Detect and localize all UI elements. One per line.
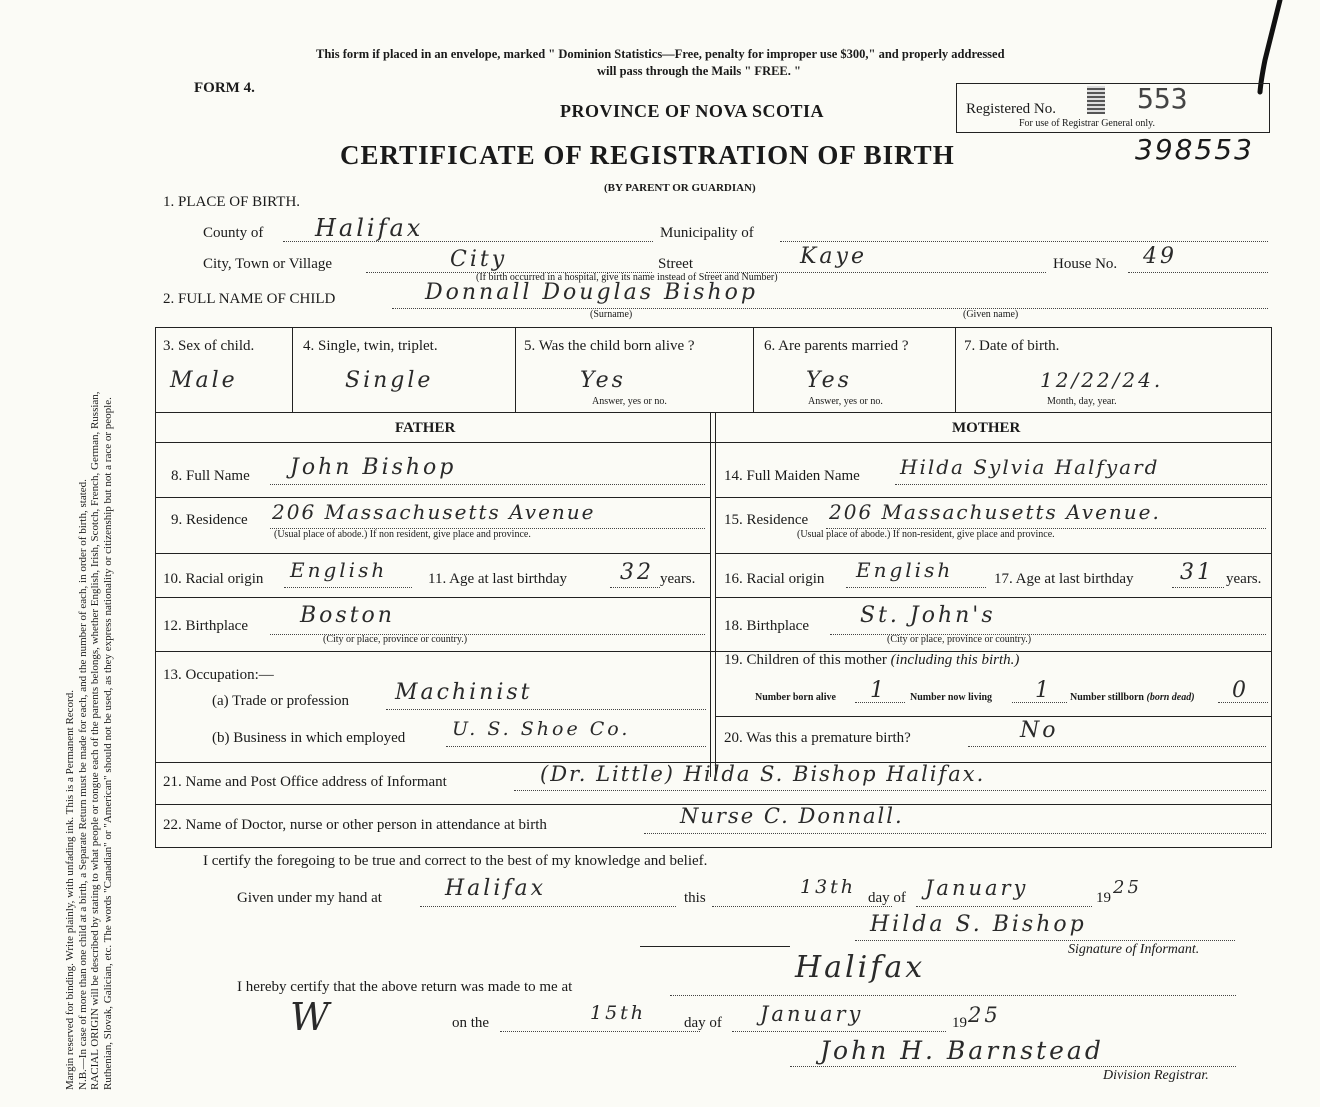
mother-birthplace-note: (City or place, province or country.) [887,634,1032,645]
father-racial-value: English [290,558,388,582]
born-alive-value: Yes [580,368,626,393]
registrar-year-value: 25 [968,1003,1001,1027]
city-label: City, Town or Village [203,256,333,272]
father-birthplace-label: 12. Birthplace [163,618,248,634]
mother-racial-value: English [856,558,954,582]
registrar-initials: W [290,995,333,1039]
registrar-note: For use of Registrar General only. [1019,118,1155,129]
parents-married-label: 6. Are parents married ? [764,338,909,354]
born-alive-note: Answer, yes or no. [592,396,667,407]
given-under-hand-label: Given under my hand at [237,890,382,906]
margin-instructions [64,50,114,1090]
born-alive-count-label: Number born alive [755,692,836,703]
premature-value: No [1020,718,1059,743]
stamp-mark [1087,86,1105,114]
born-alive-label: 5. Was the child born alive ? [524,338,695,354]
mother-residence-value: 206 Massachusetts Avenue. [829,500,1161,524]
mother-birthplace-value: St. John's [860,603,996,628]
house-value: 49 [1143,244,1177,269]
mother-birthplace-label: 18. Birthplace [724,618,809,634]
registrar-signature-label: Division Registrar. [1103,1068,1209,1083]
postal-notice-line-1: This form if placed in an envelope, marked " Dominion Statistics—Free, penalty for improper use $300," and properly addressed [316,47,1005,61]
surname-note: (Surname) [590,309,633,320]
father-age-label: 11. Age at last birthday [428,571,567,587]
children-of-mother-label [724,652,1019,669]
informant-label: 21. Name and Post Office address of Informant [163,774,447,790]
doctor-value: Nurse C. Donnall. [680,804,904,828]
informant-value: (Dr. Little) Hilda S. Bishop Halifax. [540,762,986,786]
mother-years-label: years. [1226,571,1262,587]
mother-residence-label: 15. Residence [724,512,809,528]
county-value: Halifax [315,214,424,242]
occupation-label: 13. Occupation:— [163,667,274,683]
mother-heading: MOTHER [952,420,1021,436]
date-of-birth-label: 7. Date of birth. [964,338,1060,354]
registrar-signature: John H. Barnstead [820,1036,1104,1065]
given-name-note: (Given name) [963,309,1019,320]
certificate-subtitle: (BY PARENT OR GUARDIAN) [604,182,756,194]
child-name-value: Donnall Douglas Bishop [425,280,758,305]
stillborn-note-text: (born dead) [1146,692,1195,703]
on-the-label: on the [452,1015,490,1031]
mother-name-label: 14. Full Maiden Name [724,468,860,484]
living-count-label: Number now living [910,692,993,703]
father-residence-value: 206 Massachusetts Avenue [272,500,596,524]
municipality-label: Municipality of [660,225,754,241]
stillborn-count-label [1070,692,1195,703]
father-age-value: 32 [620,560,654,585]
certification-month-value: January [925,876,1029,900]
certification-statement: I certify the foregoing to be true and correct to the best of my knowledge and belief. [203,853,708,869]
informant-signature-label: Signature of Informant. [1068,942,1200,957]
registrar-day-value: 15th [590,1002,647,1024]
mother-age-label: 17. Age at last birthday [994,571,1134,587]
stillborn-count-value: 0 [1232,678,1249,703]
business-value: U. S. Shoe Co. [452,718,631,740]
trade-label: (a) Trade or profession [212,693,350,709]
father-birthplace-value: Boston [300,603,395,628]
certificate-title: CERTIFICATE OF REGISTRATION OF BIRTH [340,140,955,170]
registrar-year-prefix: 19 [952,1015,967,1031]
father-racial-label: 10. Racial origin [163,571,264,587]
father-heading: FATHER [395,420,456,436]
mother-racial-label: 16. Racial origin [724,571,825,587]
margin-line-2: N.B.—In case of more than one child at a birth, a Separate Return must be made for each, and the number of each, in order of birth, stated. [76,479,89,1090]
handwritten-registration-number: 398553 [1135,133,1254,166]
margin-line-3: RACIAL ORIGIN will be described by stating to what people or tongue each of the parents belongs, whether English, Irish, Scotch, French, German, Russian, [89,391,101,1090]
given-place-value: Halifax [445,876,547,901]
province-title: PROVINCE OF NOVA SCOTIA [560,101,825,121]
registered-label: Registered No. [966,101,1056,117]
living-count-value: 1 [1035,678,1052,703]
plurality-label: 4. Single, twin, triplet. [303,338,438,354]
father-name-value: John Bishop [290,455,457,480]
registrar-month-value: January [760,1002,864,1026]
informant-signature: Hilda S. Bishop [870,912,1087,937]
doctor-label: 22. Name of Doctor, nurse or other person in attendance at birth [163,817,547,833]
this-label: this [684,890,706,906]
parents-married-value: Yes [806,368,852,393]
registered-value: 553 [1137,82,1188,115]
father-birthplace-note: (City or place, province or country.) [323,634,468,645]
date-of-birth-note: Month, day, year. [1047,396,1117,407]
certification-year-value: 25 [1113,877,1142,898]
father-residence-label: 9. Residence [171,512,248,528]
certification-year-prefix: 19 [1096,890,1111,906]
street-value: Kaye [800,244,867,269]
plurality-value: Single [345,368,434,393]
registrar-day-of-label: day of [684,1015,722,1031]
certification-day-of-label: day of [868,890,906,906]
street-label: Street [658,256,693,272]
margin-line-1: Margin reserved for binding. Write plainly, with unfading ink. This is a Permanent Record. [64,690,76,1090]
registrar-statement: I hereby certify that the above return was made to me at [237,979,573,995]
father-residence-note: (Usual place of abode.) If non resident, give place and province. [274,529,531,540]
premature-label: 20. Was this a premature birth? [724,730,911,746]
margin-line-4: Ruthenian, Slovak, Galician, etc. The words "Canadian" or "American" should not be used, as they express nationality or citizenship but not a race or people. [101,397,114,1090]
postal-notice-line-2: will pass through the Mails " FREE. " [597,64,801,78]
business-label: (b) Business in which employed [212,730,406,746]
date-of-birth-value: 12/22/24. [1040,368,1164,392]
city-value: City [450,247,508,272]
mother-age-value: 31 [1180,560,1214,585]
children-note-text: (including this birth.) [890,652,1020,668]
certification-day-value: 13th [800,876,857,898]
form-number: FORM 4. [194,80,255,96]
father-name-label: 8. Full Name [171,468,250,484]
county-label: County of [203,225,264,241]
born-alive-count-value: 1 [870,678,887,703]
stillborn-label-text: Number stillborn [1070,692,1144,703]
place-of-birth-heading: 1. PLACE OF BIRTH. [163,194,301,210]
mother-residence-note: (Usual place of abode.) If non-resident, give place and province. [797,529,1055,540]
father-years-label: years. [660,571,696,587]
children-label-text: 19. Children of this mother [724,652,887,668]
sex-label: 3. Sex of child. [163,338,255,354]
hospital-note: (If birth occurred in a hospital, give its name instead of Street and Number) [476,272,778,283]
parents-married-note: Answer, yes or no. [808,396,883,407]
sex-value: Male [170,368,238,393]
trade-value: Machinist [395,680,533,705]
child-name-label: 2. FULL NAME OF CHILD [163,291,336,307]
house-label: House No. [1053,256,1118,272]
mother-name-value: Hilda Sylvia Halfyard [900,455,1160,479]
registrar-place-value: Halifax [795,950,926,985]
